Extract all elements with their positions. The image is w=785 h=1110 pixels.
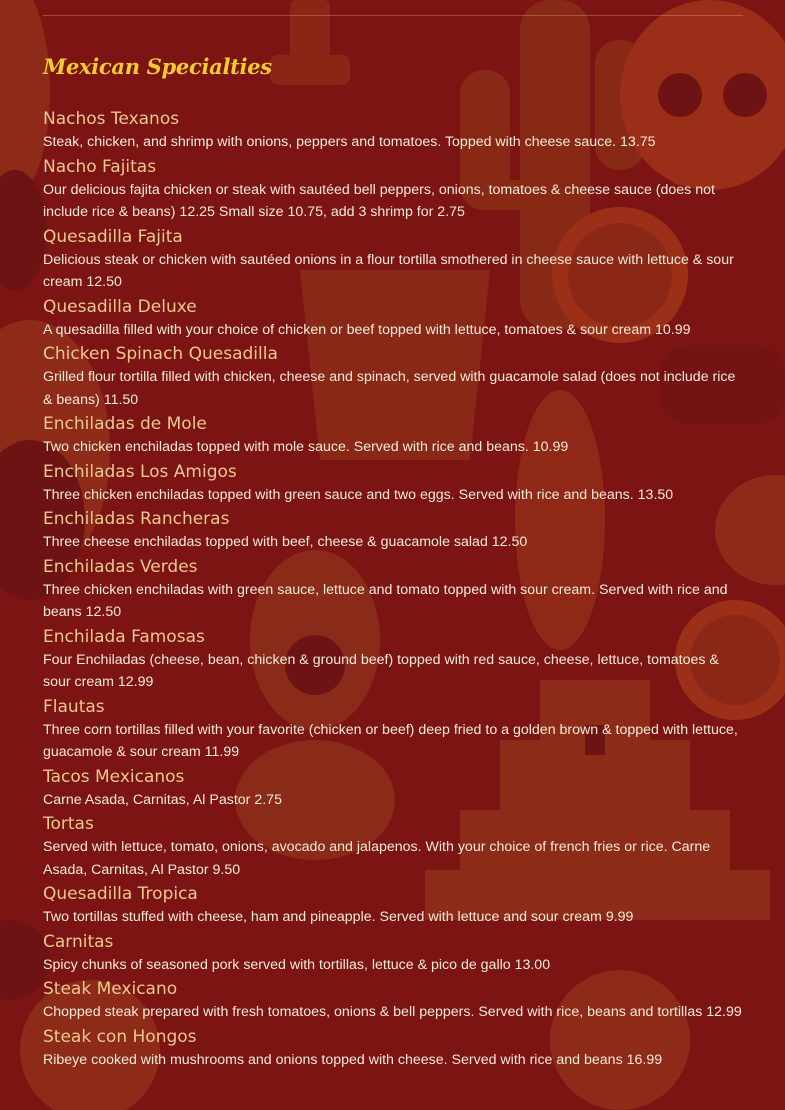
menu-item [43,977,743,1025]
menu-item-description: Three chicken enchiladas topped with green sauce and two eggs. Served with rice and beans. 13.50 [43,486,674,503]
menu-item-name: Carnitas [43,931,114,952]
menu-item-description: Grilled flour tortilla filled with chicken, cheese and spinach, served with guacamole salad (does not include rice & beans) 11.50 [43,369,736,408]
menu-item [43,342,743,412]
menu-item-description: Three cheese enchiladas topped with beef, cheese & guacamole salad 12.50 [43,534,528,550]
menu-item-name: Quesadilla Tropica [43,884,198,904]
menu-item-description: Two tortillas stuffed with cheese, ham and pineapple. Served with lettuce and sour cream 9.99 [43,909,634,925]
menu-item-name: Enchiladas Los Amigos [43,461,237,482]
menu-item-name: Enchiladas Verdes [43,556,198,577]
menu-item-name: Chicken Spinach Quesadilla [43,344,278,364]
menu-item [43,695,743,765]
menu-item-name: Quesadilla Fajita [43,226,183,247]
menu-item-name: Flautas [43,696,105,717]
menu-item-description: Three corn tortillas filled with your favorite (chicken or beef) deep fried to a golden brown & topped with lettuce, guacamole & sour cream 11.99 [43,721,738,760]
menu-item-description: A quesadilla filled with your choice of chicken or beef topped with lettuce, tomatoes & sour cream 10.99 [43,321,691,338]
menu-item-description: Carne Asada, Carnitas, Al Pastor 2.75 [43,791,282,808]
menu-item-name: Steak Mexicano [43,979,178,999]
menu-item-description: Delicious steak or chicken with sautéed onions in a flour tortilla smothered in cheese sauce with lettuce & sour cream 12.50 [43,251,734,290]
menu-item [43,765,743,813]
menu-item [43,107,743,155]
section-title: Mexican Specialties [43,54,272,79]
menu-item [43,225,743,295]
menu-item-name: Tortas [43,814,94,834]
menu-item [43,930,743,978]
menu-item-name: Tacos Mexicanos [43,766,185,787]
menu-item-name: Enchilada Famosas [43,626,205,647]
menu-item [43,507,743,555]
top-divider [43,15,743,16]
menu-item-name: Steak con Hongos [43,1026,197,1047]
menu-item [43,882,743,930]
menu-items-list [43,107,743,1072]
menu-item [43,625,743,695]
menu-item-name: Nachos Texanos [43,109,180,129]
menu-item-name: Quesadilla Deluxe [43,296,197,317]
menu-item-description: Two chicken enchiladas topped with mole sauce. Served with rice and beans. 10.99 [43,439,569,455]
menu-item-name: Enchiladas Rancheras [43,509,230,529]
menu-item [43,1025,743,1073]
menu-item [43,460,743,508]
menu-item-description: Served with lettuce, tomato, onions, avocado and jalapenos. With your choice of french fries or rice. Carne Asada, Carnitas, Al Pastor 9.50 [43,839,711,878]
menu-item [43,155,743,225]
menu-item-description: Chopped steak prepared with fresh tomatoes, onions & bell peppers. Served with rice, beans and tortillas 12.99 [43,1004,742,1020]
menu-item [43,295,743,343]
menu-item [43,555,743,625]
menu-item-description: Four Enchiladas (cheese, bean, chicken & ground beef) topped with red sauce, cheese, lettuce, tomatoes & sour cream 12.99 [43,651,719,690]
menu-item-name: Enchiladas de Mole [43,414,207,434]
menu-item-name: Nacho Fajitas [43,156,157,177]
menu-item-description: Ribeye cooked with mushrooms and onions topped with cheese. Served with rice and beans 16.99 [43,1051,663,1068]
menu-item-description: Spicy chunks of seasoned pork served with tortillas, lettuce & pico de gallo 13.00 [43,956,551,973]
menu-item-description: Our delicious fajita chicken or steak with sautéed bell peppers, onions, tomatoes & cheese sauce (does not include rice & beans) 12.25 Small size 10.75, add 3 shrimp for 2.75 [43,181,715,220]
menu-item-description: Steak, chicken, and shrimp with onions, peppers and tomatoes. Topped with cheese sauce. 13.75 [43,134,656,150]
menu-item [43,412,743,460]
menu-item-description: Three chicken enchiladas with green sauce, lettuce and tomato topped with sour cream. Served with rice and beans 12.50 [43,581,728,620]
menu-item [43,812,743,882]
